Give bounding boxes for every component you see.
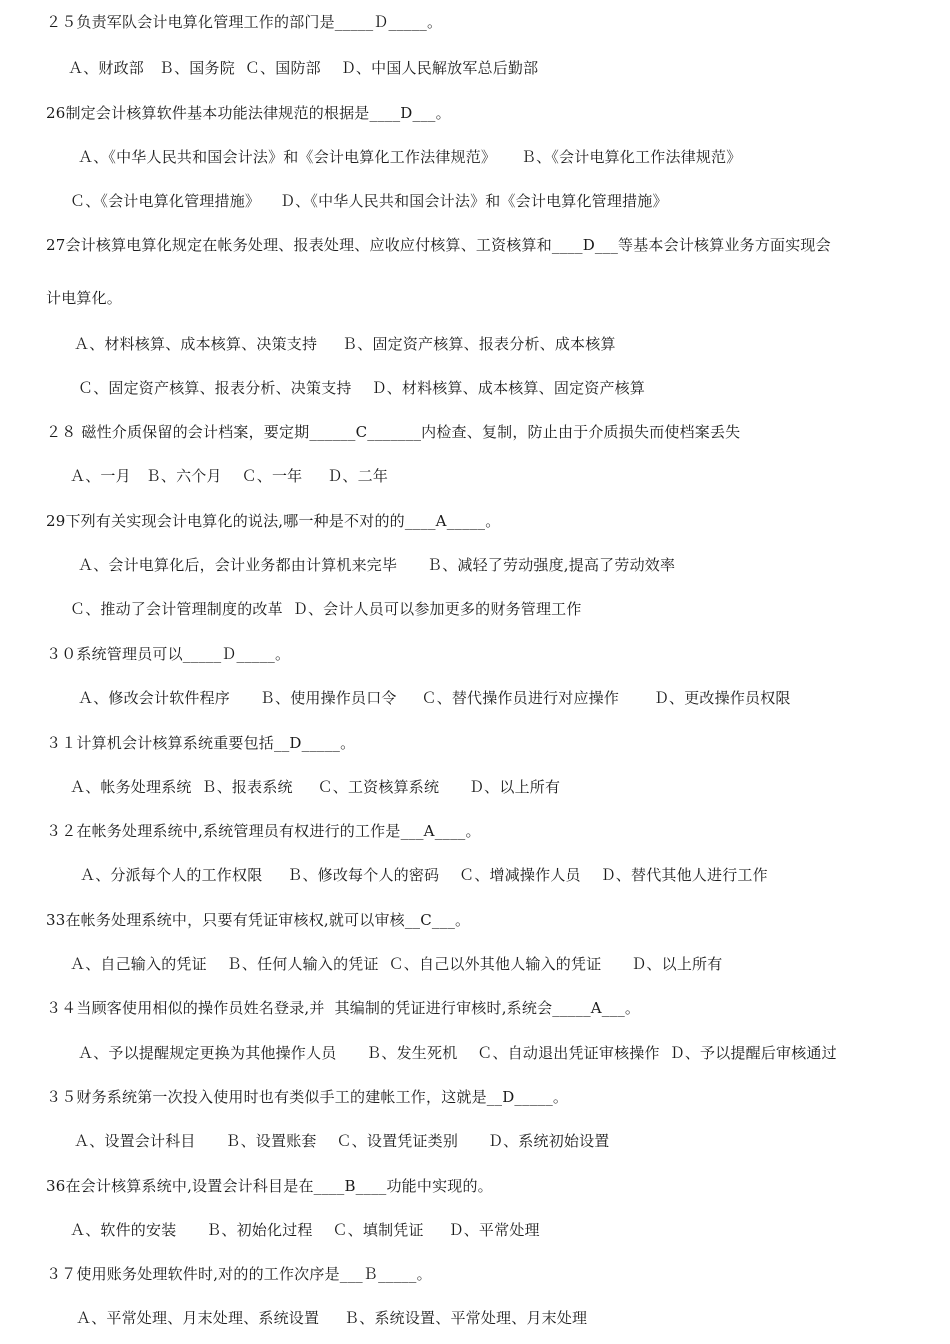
question-28-stem: ２８ 磁性介质保留的会计档案，要定期______C_______内检查、复制，防止由于介质损失而使档案丢失 xyxy=(46,423,741,441)
question-25-stem: ２５负责军队会计电算化管理工作的部门是_____Ｄ_____。 xyxy=(46,13,443,31)
question-33-stem: 33在帐务处理系统中，只要有凭证审核权,就可以审核__C___。 xyxy=(46,911,471,929)
question-30-options: Ａ、修改会计软件程序 Ｂ、使用操作员口令 Ｃ、替代操作员进行对应操作 Ｄ、更改操作员权限 xyxy=(78,689,791,707)
question-37-stem: ３７使用账务处理软件时,对的的工作次序是___Ｂ_____。 xyxy=(46,1265,432,1283)
question-35-options: Ａ、设置会计科目 Ｂ、设置账套 Ｃ、设置凭证类别 Ｄ、系统初始设置 xyxy=(74,1132,610,1150)
question-27-options-1: Ａ、材料核算、成本核算、决策支持 Ｂ、固定资产核算、报表分析、成本核算 xyxy=(74,335,616,353)
question-29-options-1: Ａ、会计电算化后，会计业务都由计算机来完毕 Ｂ、减轻了劳动强度,提高了劳动效率 xyxy=(78,556,676,574)
question-26-options-2: Ｃ、《会计电算化管理措施》 Ｄ、《中华人民共和国会计法》和《会计电算化管理措施》 xyxy=(70,192,668,210)
question-26-stem: 26制定会计核算软件基本功能法律规范的根据是____D___。 xyxy=(46,104,451,122)
question-26-options-1: Ａ、《中华人民共和国会计法》和《会计电算化工作法律规范》 Ｂ、《会计电算化工作法律规范》 xyxy=(78,148,742,166)
question-34-options: Ａ、予以提醒规定更换为其他操作人员 Ｂ、发生死机 Ｃ、自动退出凭证审核操作 Ｄ、予以提醒后审核通过 xyxy=(78,1044,837,1062)
question-31-stem: ３１计算机会计核算系统重要包括__D_____。 xyxy=(46,734,356,752)
question-34-stem: ３４当顾客使用相似的操作员姓名登录,并 其编制的凭证进行审核时,系统会_____A___。 xyxy=(46,999,641,1017)
question-28-options: Ａ、一月 Ｂ、六个月 Ｃ、一年 Ｄ、二年 xyxy=(70,467,389,485)
question-25-options: Ａ、财政部 Ｂ、国务院 Ｃ、国防部 Ｄ、中国人民解放军总后勤部 xyxy=(68,59,539,77)
question-31-options: Ａ、帐务处理系统 Ｂ、报表系统 Ｃ、工资核算系统 Ｄ、以上所有 xyxy=(70,778,561,796)
question-29-options-2: Ｃ、推动了会计管理制度的改革 Ｄ、会计人员可以参加更多的财务管理工作 xyxy=(70,600,582,618)
question-27-stem-cont: 计电算化。 xyxy=(46,289,123,307)
question-36-options: Ａ、软件的安装 Ｂ、初始化过程 Ｃ、填制凭证 Ｄ、平常处理 xyxy=(70,1221,540,1239)
question-33-options: Ａ、自己输入的凭证 Ｂ、任何人输入的凭证 Ｃ、自己以外其他人输入的凭证 Ｄ、以上所有 xyxy=(70,955,723,973)
question-37-options: Ａ、平常处理、月末处理、系统设置 Ｂ、系统设置、平常处理、月末处理 xyxy=(76,1309,588,1327)
question-32-stem: ３２在帐务处理系统中,系统管理员有权进行的工作是___A____。 xyxy=(46,822,481,840)
question-35-stem: ３５财务系统第一次投入使用时也有类似手工的建帐工作，这就是__D_____。 xyxy=(46,1088,569,1106)
question-32-options: Ａ、分派每个人的工作权限 Ｂ、修改每个人的密码 Ｃ、增减操作人员 Ｄ、替代其他人进行工作 xyxy=(80,866,768,884)
question-27-stem: 27会计核算电算化规定在帐务处理、报表处理、应收应付核算、工资核算和____D___等基本会计核算业务方面实现会 xyxy=(46,236,831,254)
question-27-options-2: Ｃ、固定资产核算、报表分析、决策支持 Ｄ、材料核算、成本核算、固定资产核算 xyxy=(78,379,646,397)
question-29-stem: 29下列有关实现会计电算化的说法,哪一种是不对的的____A_____。 xyxy=(46,512,501,530)
question-30-stem: ３０系统管理员可以_____Ｄ_____。 xyxy=(46,645,291,663)
question-36-stem: 36在会计核算系统中,设置会计科目是在____B____功能中实现的。 xyxy=(46,1177,493,1195)
